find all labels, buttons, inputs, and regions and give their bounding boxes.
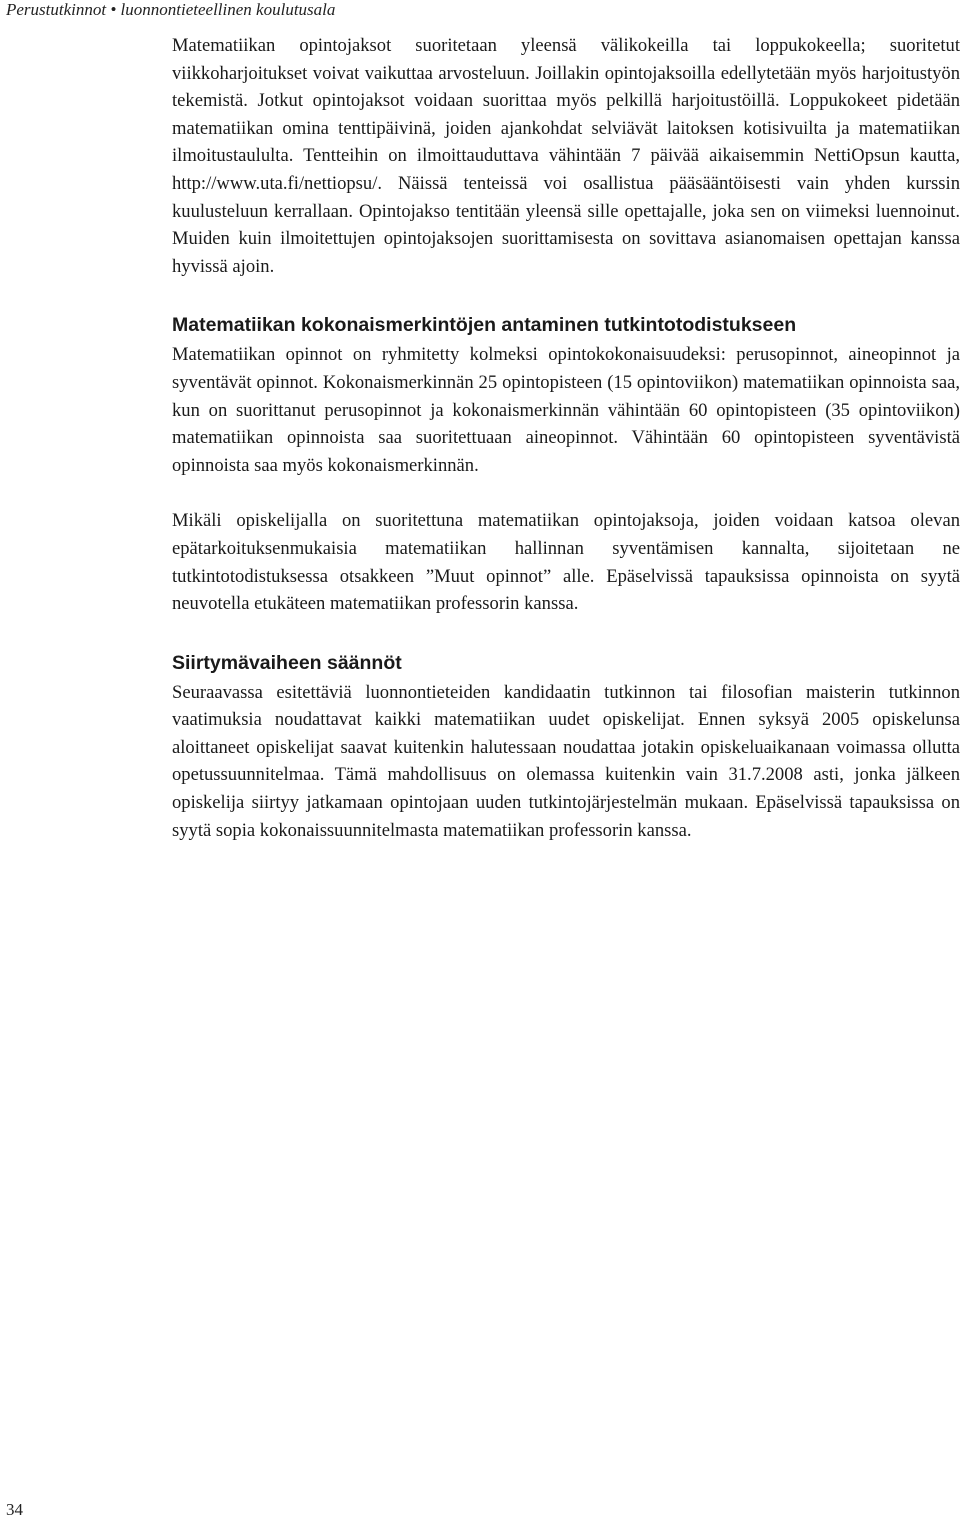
section-heading-kokonaismerkinnat: Matematiikan kokonaismerkintöjen antaminen tutkintotodistukseen xyxy=(172,314,797,337)
siirtymavaihe-paragraph: Seuraavassa esitettäviä luonnontieteiden kandidaatin tutkinnon tai filosofian maisterin tutkinnon vaatimuksia noudattavat kaikki matematiikan uudet opiskelijat. Ennen syksyä 2005 opiskelunsa aloittaneet opiskelijat saavat kuitenkin halutessaan noudattaa jotakin opiskeluaikanaan voimassa ollutta opetussuunnitelmaa. Tämä mahdollisuus on olemassa kuitenkin vain 31.7.2008 asti, jonka jälkeen opiskelija siirtyy jatkamaan opintojaan uuden tutkintojärjestelmän mukaan. Epäselvissä tapauksissa on syytä sopia kokonaissuunnitelmasta matematiikan professorin kanssa. xyxy=(172,681,960,841)
kokonaismerkinnat-paragraph-2: Mikäli opiskelijalla on suoritettuna matematiikan opintojaksoja, joiden voidaan katsoa olevan epätarkoituksenmukaisia matematiikan hallinnan syventämisen kannalta, sijoitetaan ne tutkintotodistuksessa otsakkeen ”Muut opinnot” alle. Epäselvissä tapauksissa opinnoista on syytä neuvotella etukäteen matematiikan professorin kanssa. xyxy=(172,510,960,615)
spacer xyxy=(172,479,960,507)
running-header: Perustutkinnot • luonnontieteellinen koulutusala xyxy=(6,0,336,19)
kokonaismerkinnat-paragraph-1: Matematiikan opinnot on ryhmitetty kolmeksi opintokokonaisuudeksi: perusopinnot, aineopinnot ja syventävät opinnot. Kokonaismerkinnän 25 opintopisteen (15 opintoviikon) matematiikan opinnoista saa, kun on suorittanut perusopinnot ja kokonaismerkinnän vähintään 60 opintopisteen (35 opintoviikon) matematiikan opinnoista saa suoritettuaan aineopinnot. Vähintään 60 opintopisteen syventävistä opinnoista saa myös kokonaismerkinnän. xyxy=(172,344,960,476)
section-heading-siirtymavaihe: Siirtymävaiheen säännöt xyxy=(172,651,402,674)
page-body xyxy=(172,32,960,844)
spacer xyxy=(172,280,960,312)
intro-paragraph: Matematiikan opintojaksot suoritetaan yleensä välikokeilla tai loppukokeella; suoritetut viikkoharjoitukset voivat vaikuttaa arvosteluun. Joillakin opintojaksoilla edellytetään myös harjoitustyön tekemistä. Jotkut opintojaksot voidaan suorittaa myös pelkillä harjoitustöillä. Loppukokeet pidetään matematiikan omina tenttipäivinä, joiden ajankohdat selviävät laitoksen kotisivuilta ja matematiikan ilmoitustaululta. Tentteihin on ilmoittauduttava vähintään 7 päivää aikaisemmin NettiOpsun kautta, http://www.uta.fi/nettiopsu/. Näissä tenteissä voi osallistua pääsääntöisesti vain yhden kurssin kuulusteluun kerrallaan. Opintojakso tentitään yleensä sille opettajalle, joka sen on viimeksi luennoinut. Muiden kuin ilmoitettujen opintojaksojen suorittamisesta on sovittava asianomaisen opettajan kanssa hyvissä ajoin. xyxy=(172,35,960,277)
page-number: 34 xyxy=(6,1500,23,1519)
spacer xyxy=(172,618,960,650)
